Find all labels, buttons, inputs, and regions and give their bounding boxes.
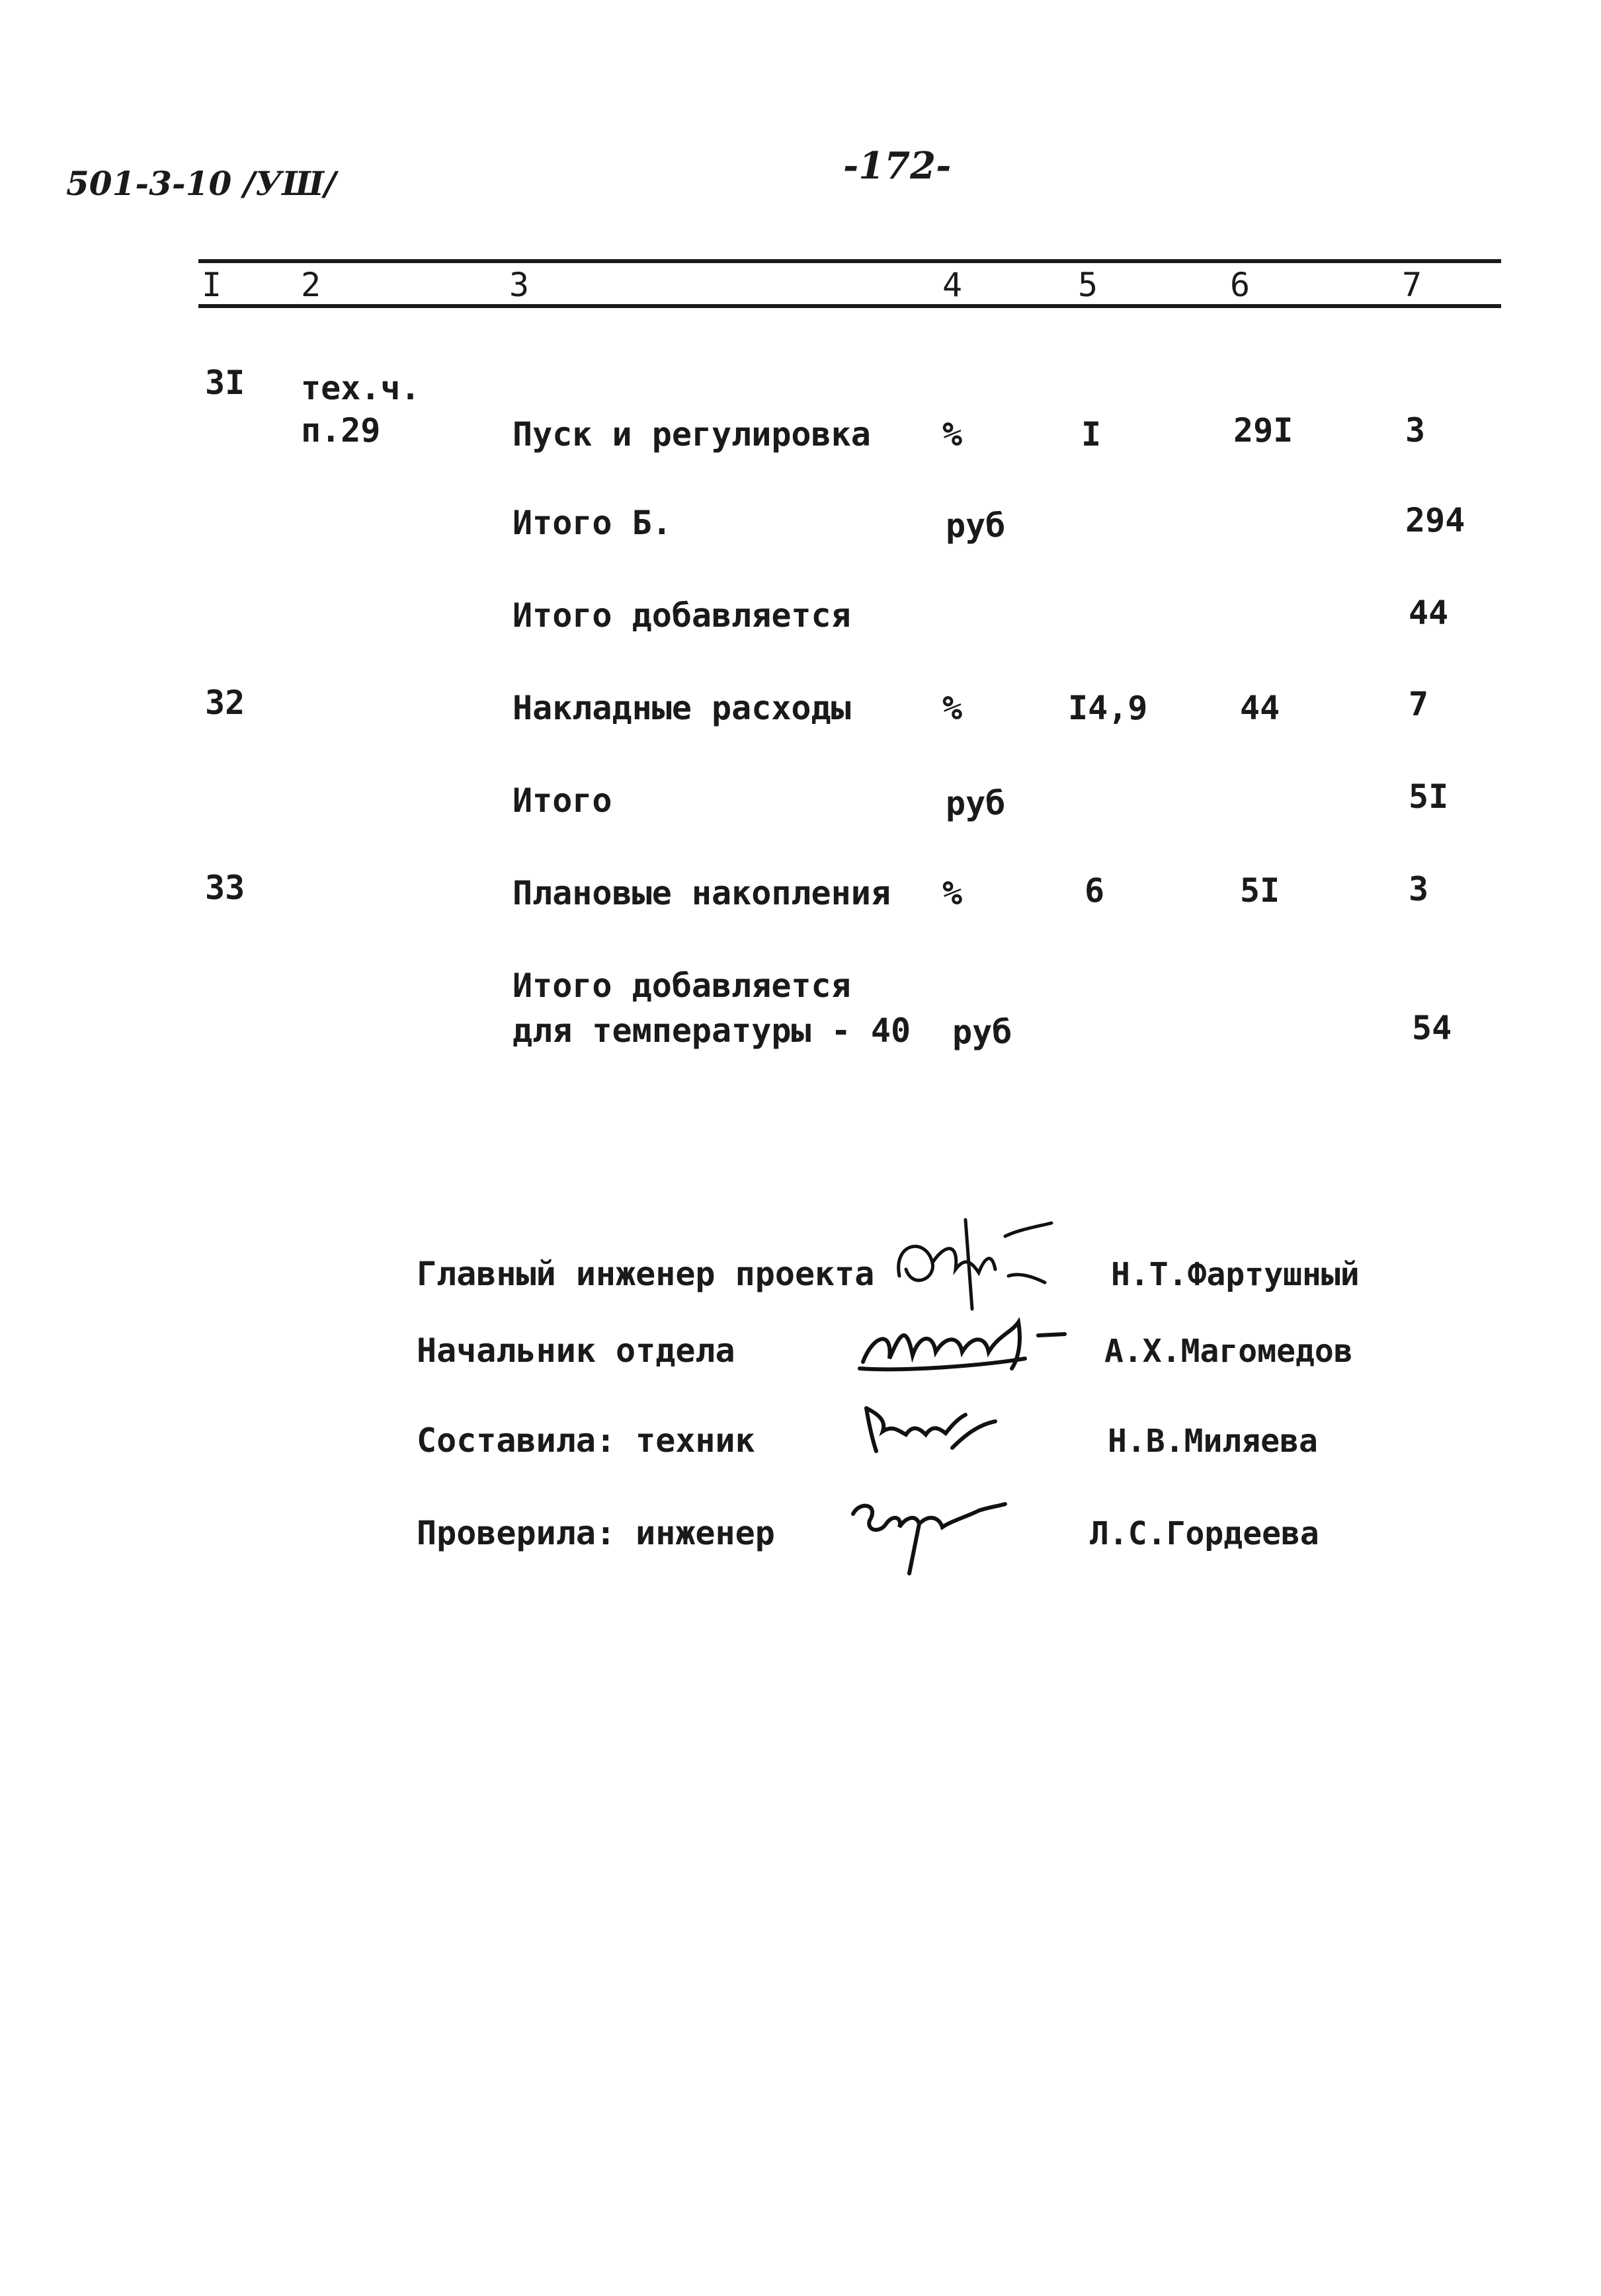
document-code: 501-3-10 /УШ/: [66, 164, 337, 203]
unit-cell: руб: [952, 1013, 1012, 1051]
unit-cell: %: [942, 415, 963, 454]
column-header-2: 2: [301, 266, 321, 304]
signature-role-3: Составила: техник: [417, 1421, 755, 1460]
amount-cell: 5I: [1409, 777, 1449, 816]
signature-name-2: А.Х.Магомедов: [1104, 1333, 1353, 1370]
unit-cell: руб: [946, 506, 1006, 545]
rate-cell: I4,9: [1068, 689, 1148, 727]
column-header-7: 7: [1402, 266, 1422, 304]
amount-cell: 54: [1412, 1009, 1452, 1047]
unit-cell: %: [942, 689, 963, 727]
signature-department-head: [853, 1296, 1078, 1388]
amount-cell: 3: [1405, 411, 1426, 450]
description-cell: Итого: [513, 781, 612, 820]
rate-cell: 6: [1085, 871, 1105, 910]
description-cell: Плановые накопления: [513, 874, 891, 912]
row-number-32: 32: [205, 684, 245, 722]
signature-name-3: Н.В.Миляева: [1108, 1423, 1318, 1460]
rate-cell: I: [1081, 415, 1102, 454]
signature-role-4: Проверила: инженер: [417, 1514, 775, 1552]
column-header-4: 4: [942, 266, 963, 304]
reference-cell: п.29: [301, 411, 381, 450]
row-number-33: 33: [205, 869, 245, 907]
page-number: -172-: [843, 144, 952, 188]
column-header-3: 3: [509, 266, 530, 304]
signature-name-4: Л.С.Гордеева: [1090, 1515, 1319, 1552]
base-cell: 5I: [1240, 871, 1280, 910]
description-cell: Итого добавляется: [513, 596, 851, 635]
signature-name-1: Н.Т.Фартушный: [1111, 1256, 1360, 1293]
amount-cell: 44: [1409, 594, 1449, 632]
column-header-5: 5: [1078, 266, 1098, 304]
signature-role-2: Начальник отдела: [417, 1331, 735, 1370]
description-cell: Пуск и регулировка: [513, 415, 871, 454]
column-header-6: 6: [1230, 266, 1251, 304]
signature-engineer: [840, 1481, 1012, 1580]
description-cell: Накладные расходы: [513, 689, 851, 727]
signature-technician: [853, 1395, 1012, 1461]
description-cell: Итого Б.: [513, 504, 672, 542]
base-cell: 44: [1240, 689, 1280, 727]
amount-cell: 294: [1405, 501, 1465, 539]
base-cell: 29I: [1233, 411, 1293, 450]
unit-cell: руб: [946, 784, 1006, 822]
column-header-1: I: [202, 266, 222, 304]
table-header-rule: [198, 304, 1501, 308]
description-cell: Итого добавляется: [513, 967, 851, 1005]
amount-cell: 7: [1409, 685, 1429, 723]
signature-role-1: Главный инженер проекта: [417, 1255, 875, 1293]
description-cell: для температуры - 40: [513, 1011, 911, 1050]
unit-cell: %: [942, 874, 963, 912]
reference-cell: тех.ч.: [301, 369, 421, 407]
table-top-rule: [198, 259, 1501, 263]
row-number-31: 3I: [205, 364, 245, 402]
amount-cell: 3: [1409, 870, 1429, 908]
